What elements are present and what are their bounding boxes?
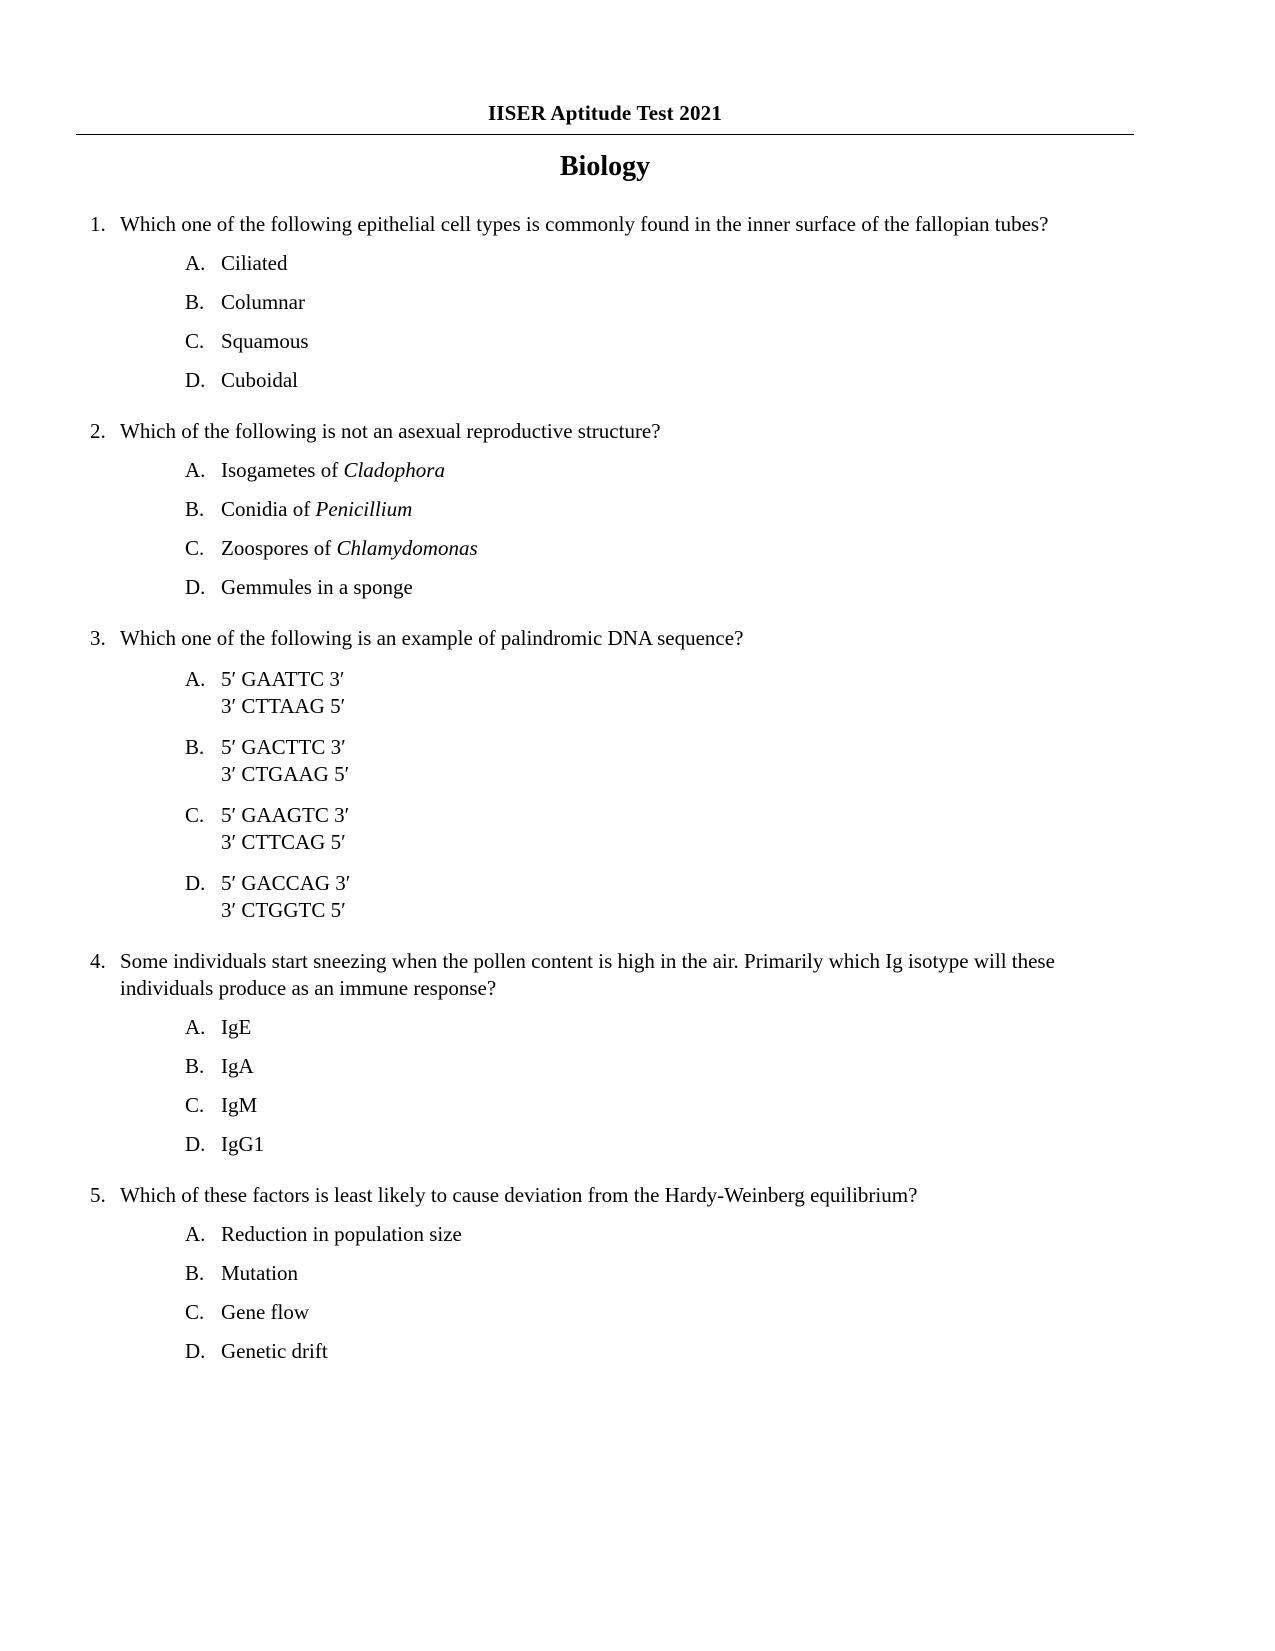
species-name: Penicillium [315,497,413,521]
option-label: B. [185,1054,205,1078]
option-label: D. [185,1132,206,1156]
option-b [185,734,1074,788]
dna-strand-bottom: 3′ CTGAAG 5′ [221,762,350,786]
option-a [185,1221,1074,1248]
dna-sequence [221,734,1074,788]
question-stem [90,418,1134,445]
option-label: A. [185,667,206,691]
dna-sequence [221,666,1074,720]
option-label: B. [185,290,205,314]
option-c [185,802,1074,856]
option-c [185,1092,1074,1119]
option-b [185,1260,1074,1287]
question-5 [76,1182,1134,1365]
question-stem [90,211,1134,238]
question-text: Which of the following is not an asexual reproductive structure? [120,419,661,443]
question-text: Which one of the following epithelial cell types is commonly found in the inner surface of the fallopian tubes? [120,212,1049,236]
option-text: Squamous [221,329,309,353]
option-label: B. [185,497,205,521]
option-b [185,289,1074,316]
question-number: 3. [90,626,106,650]
dna-sequence [221,870,1074,924]
dna-sequence [221,802,1074,856]
question-text: Which of these factors is least likely to cause deviation from the Hardy-Weinberg equilibrium? [120,1183,918,1207]
page-header [76,100,1134,135]
dna-strand-top: 5′ GACTTC 3′ [221,735,346,759]
exam-title: IISER Aptitude Test 2021 [487,101,723,125]
options-list [185,666,1074,924]
option-text: Cuboidal [221,368,298,392]
options-list [185,1014,1074,1158]
option-label: D. [185,871,206,895]
species-name: Cladophora [343,458,445,482]
question-4 [76,948,1134,1158]
option-label: A. [185,251,206,275]
option-label: D. [185,575,206,599]
option-a [185,1014,1074,1041]
option-text: IgM [221,1093,258,1117]
options-list [185,1221,1074,1365]
dna-strand-top: 5′ GAATTC 3′ [221,667,345,691]
option-d [185,1131,1074,1158]
option-text-plain: Zoospores of [221,536,337,560]
question-2 [76,418,1134,601]
option-text [221,496,1074,523]
section-title: Biology [559,151,651,182]
option-d [185,1338,1074,1365]
option-label: B. [185,735,205,759]
option-text: Gene flow [221,1300,310,1324]
dna-strand-top: 5′ GAAGTC 3′ [221,803,350,827]
option-a [185,666,1074,720]
question-text: Which one of the following is an example of palindromic DNA sequence? [120,626,744,650]
option-label: D. [185,368,206,392]
options-list [185,250,1074,394]
option-label: A. [185,1015,206,1039]
option-b [185,1053,1074,1080]
question-number: 5. [90,1183,106,1207]
option-text-plain: Conidia of [221,497,316,521]
options-list [185,457,1074,601]
option-d [185,367,1074,394]
question-text: Some individuals start sneezing when the pollen content is high in the air. Primarily which Ig isotype will these individuals produce as an immune response? [120,949,1055,1000]
question-1 [76,211,1134,394]
option-text: Gemmules in a sponge [221,575,413,599]
option-a [185,250,1074,277]
option-text-plain: Isogametes of [221,458,344,482]
option-d [185,574,1074,601]
option-a [185,457,1074,484]
species-name: Chlamydomonas [336,536,478,560]
option-label: A. [185,458,206,482]
question-stem [90,1182,1134,1209]
option-text: IgG1 [221,1132,265,1156]
question-number: 2. [90,419,106,443]
question-stem [90,625,1134,652]
option-c [185,1299,1074,1326]
question-number: 1. [90,212,106,236]
option-c [185,328,1074,355]
option-text [221,535,1074,562]
question-number: 4. [90,949,106,973]
option-label: D. [185,1339,206,1363]
question-stem [90,948,1134,1002]
option-label: A. [185,1222,206,1246]
option-text: Columnar [221,290,305,314]
option-label: B. [185,1261,205,1285]
option-text: Genetic drift [221,1339,328,1363]
option-label: C. [185,803,205,827]
dna-strand-bottom: 3′ CTGGTC 5′ [221,898,346,922]
option-label: C. [185,536,205,560]
option-b [185,496,1074,523]
option-text: IgE [221,1015,252,1039]
option-text: Mutation [221,1261,298,1285]
option-label: C. [185,1300,205,1324]
dna-strand-bottom: 3′ CTTCAG 5′ [221,830,346,854]
question-3 [76,625,1134,924]
dna-strand-top: 5′ GACCAG 3′ [221,871,351,895]
option-text [221,457,1074,484]
option-text: IgA [221,1054,254,1078]
dna-strand-bottom: 3′ CTTAAG 5′ [221,694,346,718]
option-c [185,535,1074,562]
option-label: C. [185,1093,205,1117]
option-label: C. [185,329,205,353]
option-text: Reduction in population size [221,1222,462,1246]
option-d [185,870,1074,924]
option-text: Ciliated [221,251,288,275]
